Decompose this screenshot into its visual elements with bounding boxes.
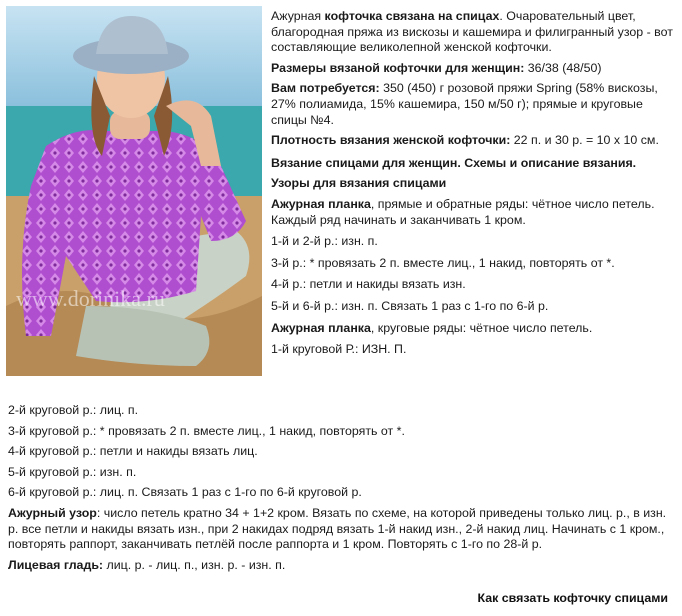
straight-row-1: 1-й и 2-й р.: изн. п. xyxy=(271,234,378,249)
materials-paragraph: Вам потребуется: 350 (450) г розовой пряжи Spring (58% вискозы, 27% полиамида, 15% кашемира, 150 м/50 г); прямые и круговые спицы №4. xyxy=(271,81,658,127)
patterns-heading: Узоры для вязания спицами xyxy=(271,176,447,191)
straight-row-3: 4-й р.: петли и накиды вязать изн. xyxy=(271,277,466,292)
right-column xyxy=(271,9,676,358)
round-row-1: 1-й круговой Р.: ИЗН. П. xyxy=(271,342,407,357)
stockinette-paragraph: Лицевая гладь: лиц. р. - лиц. п., изн. р. - изн. п. xyxy=(8,557,286,572)
round-row-2: 2-й круговой р.: лиц. п. xyxy=(8,403,139,417)
schemes-heading: Вязание спицами для женщин. Схемы и описание вязания. xyxy=(271,155,637,170)
plank-straight-paragraph: Ажурная планка, прямые и обратные ряды: чётное число петель. Каждый ряд начинать и заканчивать 1 кром. xyxy=(271,196,655,227)
plank-round-paragraph: Ажурная планка, круговые ряды: чётное число петель. xyxy=(271,320,593,335)
openwork-paragraph: Ажурный узор: число петель кратно 34 + 1+2 кром. Вязать по схеме, на которой приведены только лиц. р., в изн. р. все петли и накиды вязать изн., при 2 накидах подряд вязать 1-й накид изн., 2-й накид лиц. Начинать с 1 кром., повторять раппорт, заканчивать петлёй после раппорта и 1 кром. Повторять с 1-го по 28-й р. xyxy=(8,505,667,552)
knitted-sweater-photo xyxy=(6,6,262,376)
watermark-text: www.dorinika.ru xyxy=(16,286,165,311)
footer-link[interactable]: Как связать кофточку спицами xyxy=(477,591,668,605)
intro-paragraph: Ажурная кофточка связана на спицах. Очаровательный цвет, благородная пряжа из вискозы и кашемира и филигранный узор - вот составляющие великолепной женской кофточки. xyxy=(271,9,673,55)
straight-row-4: 5-й и 6-й р.: изн. п. Связать 1 раз с 1-го по 6-й р. xyxy=(271,298,549,313)
round-row-5: 5-й круговой р.: изн. п. xyxy=(8,464,137,479)
model-photo xyxy=(6,6,262,376)
round-row-4: 4-й круговой р.: петли и накиды вязать лиц. xyxy=(8,444,258,459)
round-row-6: 6-й круговой р.: лиц. п. Связать 1 раз с 1-го по 6-й круговой р. xyxy=(8,485,362,500)
sizes-paragraph: Размеры вязаной кофточки для женщин: 36/38 (48/50) xyxy=(271,60,602,75)
density-paragraph: Плотность вязания женской кофточки: 22 п. и 30 р. = 10 х 10 см. xyxy=(271,133,659,148)
round-rows-block xyxy=(8,403,676,573)
round-row-3: 3-й круговой р.: * провязать 2 п. вместе лиц., 1 накид, повторять от *. xyxy=(8,423,405,438)
straight-row-2: 3-й р.: * провязать 2 п. вместе лиц., 1 накид, повторять от *. xyxy=(271,255,615,270)
